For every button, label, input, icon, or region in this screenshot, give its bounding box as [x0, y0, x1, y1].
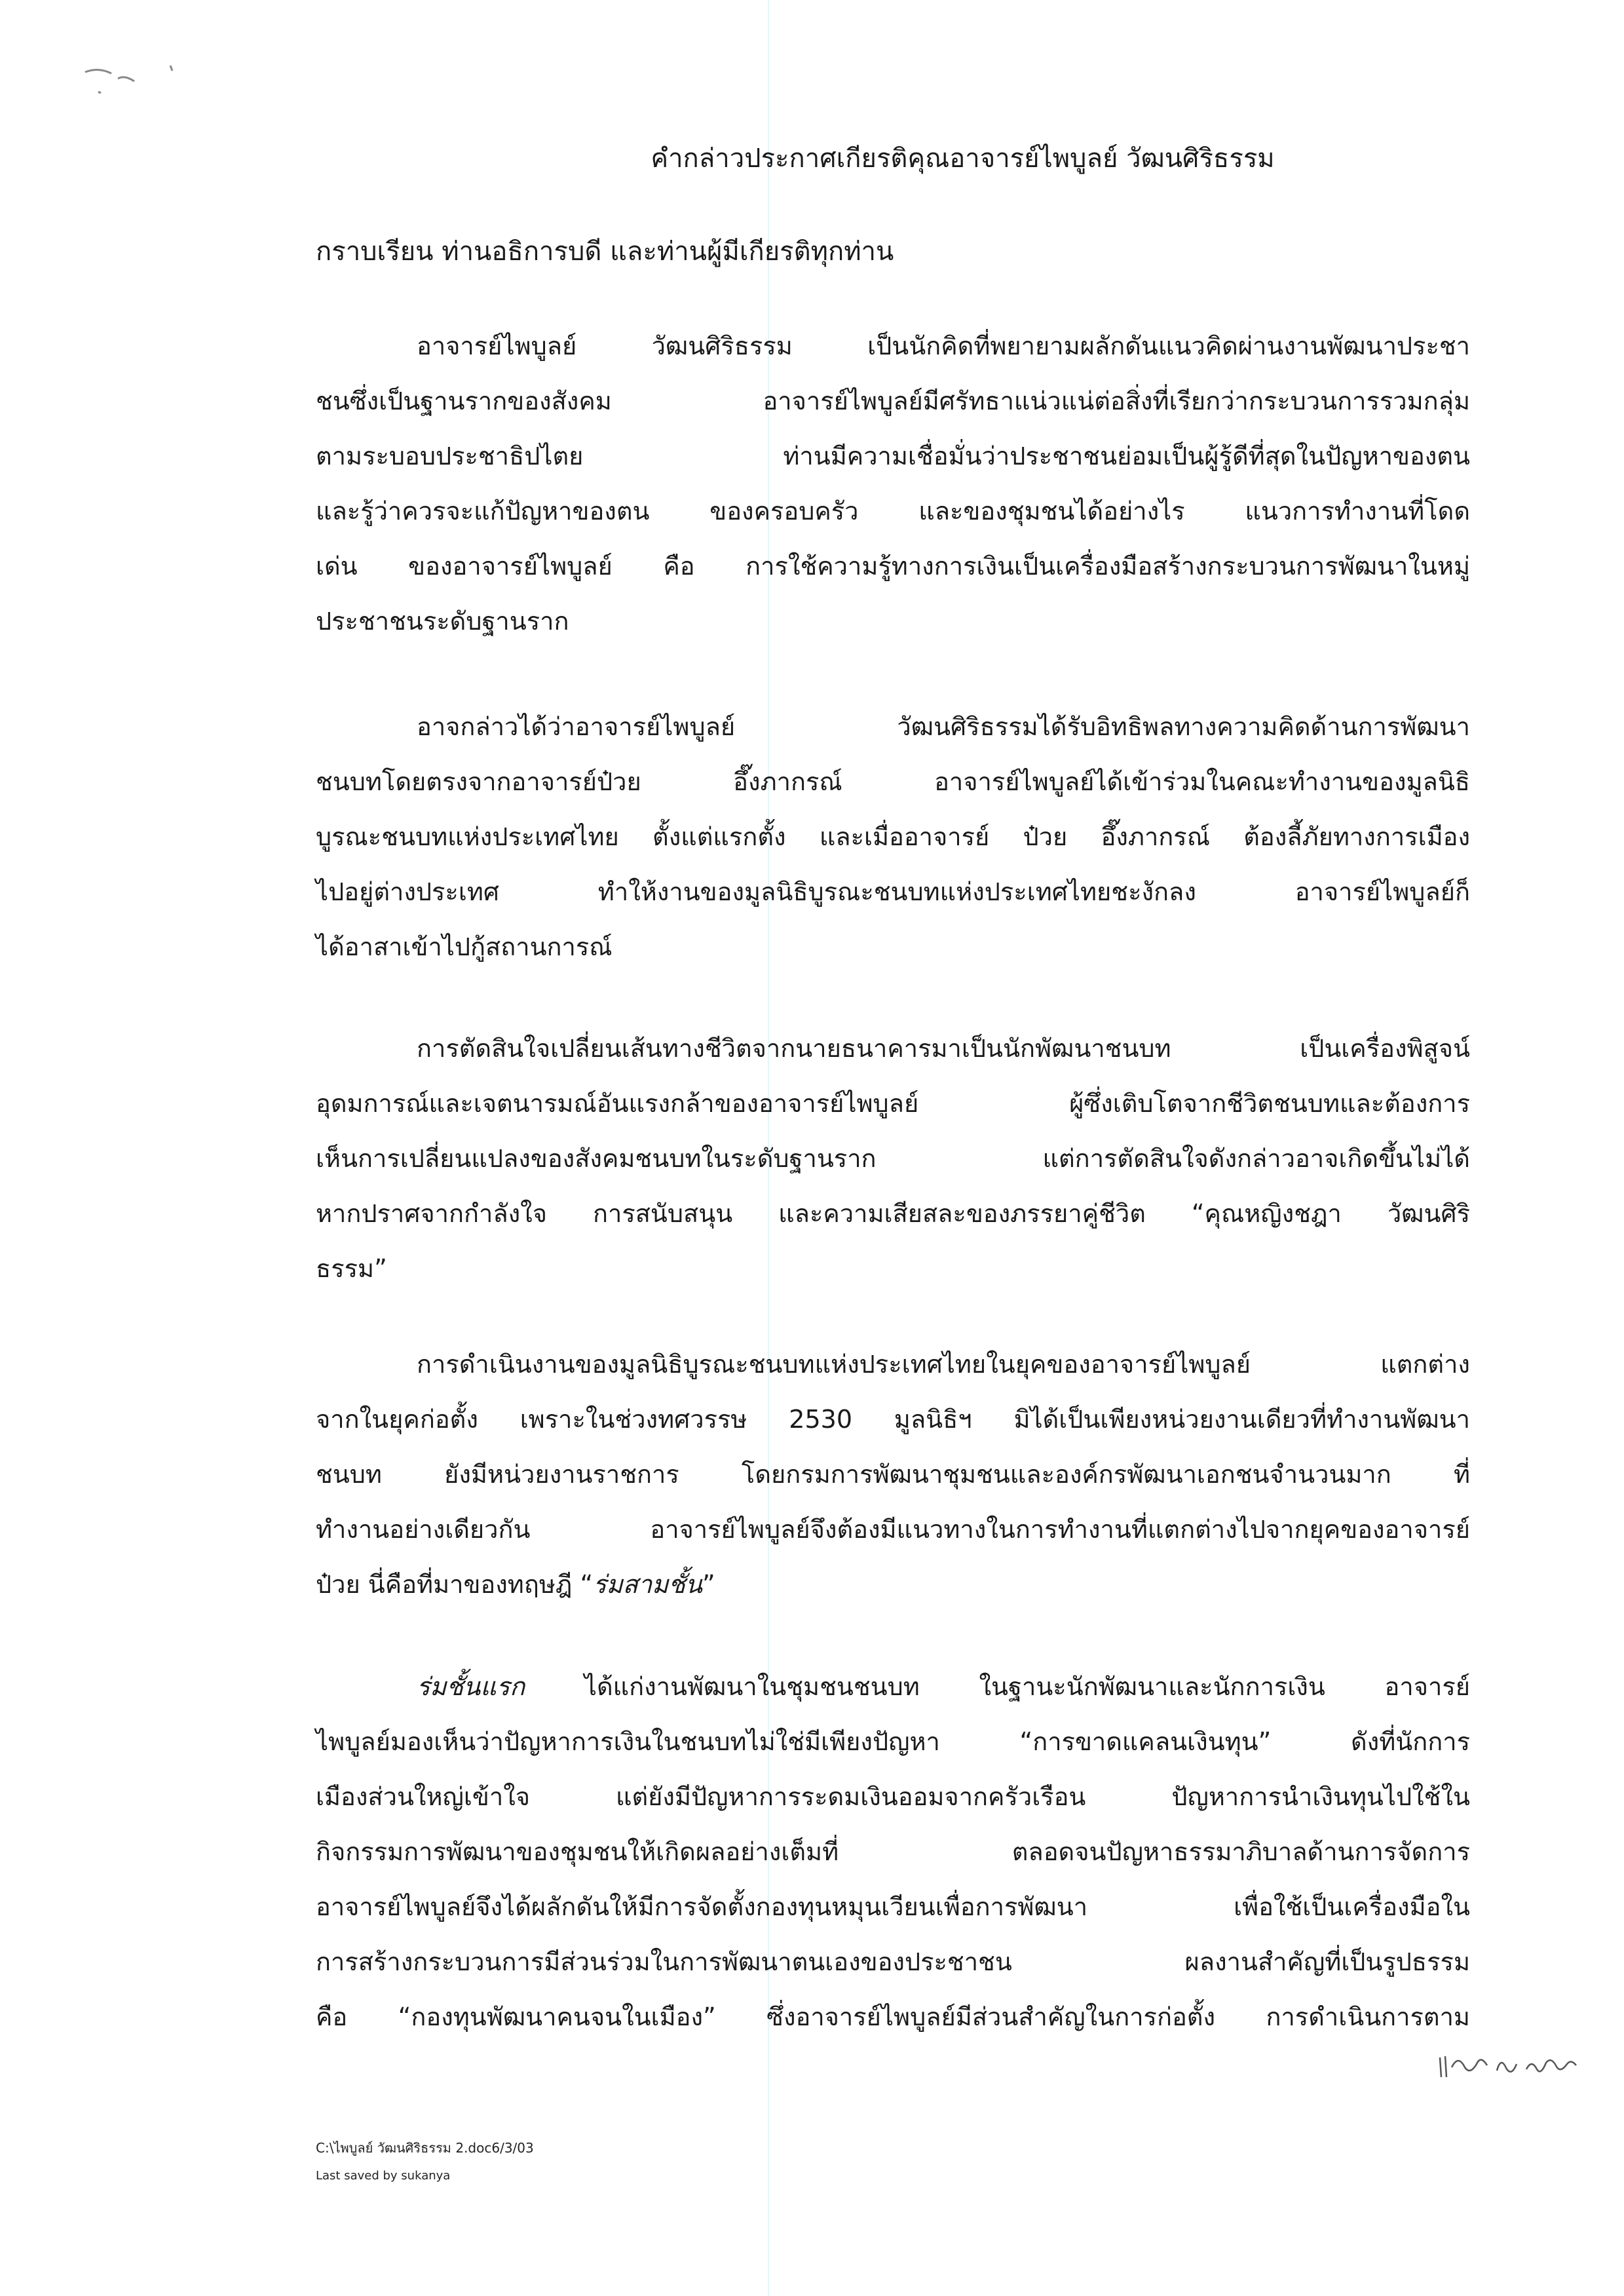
text-line: กิจกรรมการพัฒนาของชุมชนให้เกิดผลอย่างเต็มที่ ตลอดจนปัญหาธรรมาภิบาลด้านการจัดการ — [316, 1837, 1470, 1866]
page-title: คำกล่าวประกาศเกียรติคุณอาจารย์ไพบูลย์ วัฒนศิริธรรม — [651, 144, 1275, 174]
text-segment: ป๋วย นี่คือที่มาของทฤษฎี “ — [316, 1570, 594, 1599]
text-line: ไพบูลย์มองเห็นว่าปัญหาการเงินในชนบทไม่ใช่มีเพียงปัญหา “การขาดแคลนเงินทุน” ดังที่นักการ — [316, 1727, 1470, 1756]
italic-term: ร่มสามชั้น — [593, 1570, 703, 1599]
text-line: อาจกล่าวได้ว่าอาจารย์ไพบูลย์ วัฒนศิริธรรมได้รับอิทธิพลทางความคิดด้านการพัฒนา — [417, 712, 1470, 741]
text-line: การสร้างกระบวนการมีส่วนร่วมในการพัฒนาตนเองของประชาชน ผลงานสำคัญที่เป็นรูปธรรม — [316, 1947, 1470, 1976]
text-line: และรู้ว่าควรจะแก้ปัญหาของตน ของครอบครัว และของชุมชนได้อย่างไร แนวการทำงานที่โดด — [316, 497, 1470, 526]
text-line: เห็นการเปลี่ยนแปลงของสังคมชนบทในระดับฐานราก แต่การตัดสินใจดังกล่าวอาจเกิดขึ้นไม่ได้ — [316, 1144, 1470, 1173]
text-line: หากปราศจากกำลังใจ การสนับสนุน และความเสียสละของภรรยาคู่ชีวิต “คุณหญิงชฎา วัฒนศิริ — [316, 1199, 1470, 1228]
text-line: จากในยุคก่อตั้ง เพราะในช่วงทศวรรษ 2530 มูลนิธิฯ มิได้เป็นเพียงหน่วยงานเดียวที่ทำงานพัฒนา — [316, 1405, 1470, 1434]
handwritten-note-mark — [1435, 2044, 1598, 2084]
text-line: ชนซึ่งเป็นฐานรากของสังคม อาจารย์ไพบูลย์มีศรัทธาแน่วแน่ต่อสิ่งที่เรียกว่ากระบวนการรวมกลุ่ม — [316, 387, 1470, 415]
text-line: อาจารย์ไพบูลย์ วัฒนศิริธรรม เป็นนักคิดที่พยายามผลักดันแนวคิดผ่านงานพัฒนาประชา — [417, 332, 1470, 360]
text-line: เมืองส่วนใหญ่เข้าใจ แต่ยังมีปัญหาการระดมเงินออมจากครัวเรือน ปัญหาการนำเงินทุนไปใช้ใน — [316, 1782, 1470, 1811]
salutation: กราบเรียน ท่านอธิการบดี และท่านผู้มีเกียรติทุกท่าน — [316, 237, 894, 267]
italic-term: ร่มชั้นแรก — [417, 1672, 525, 1701]
footer-saved-by: Last saved by sukanya — [316, 2169, 451, 2183]
text-line: ชนบทโดยตรงจากอาจารย์ป๋วย อึ๊งภากรณ์ อาจารย์ไพบูลย์ได้เข้าร่วมในคณะทำงานของมูลนิธิ — [316, 767, 1470, 796]
paragraph-2 — [316, 699, 1470, 974]
text-line: ธรรม” — [316, 1254, 387, 1283]
paragraph-1 — [316, 318, 1470, 649]
paragraph-3 — [316, 1021, 1470, 1296]
text-line: คือ “กองทุนพัฒนาคนจนในเมือง” ซึ่งอาจารย์ไพบูลย์มีส่วนสำคัญในการก่อตั้ง การดำเนินการตาม — [316, 2002, 1470, 2031]
paragraph-5 — [316, 1659, 1470, 2044]
paragraph-4 — [316, 1337, 1470, 1612]
scan-smudge-mark — [79, 52, 197, 124]
text-line: ประชาชนระดับฐานราก — [316, 607, 569, 636]
footer-file-path: C:\ไพบูลย์ วัฒนศิริธรรม 2.doc6/3/03 — [316, 2140, 534, 2156]
text-line: ชนบท ยังมีหน่วยงานราชการ โดยกรมการพัฒนาชุมชนและองค์กรพัฒนาเอกชนจำนวนมาก ที่ — [316, 1460, 1470, 1489]
text-line: อาจารย์ไพบูลย์จึงได้ผลักดันให้มีการจัดตั้งกองทุนหมุนเวียนเพื่อการพัฒนา เพื่อใช้เป็นเครื่องมือใน — [316, 1892, 1470, 1921]
text-line: การดำเนินงานของมูลนิธิบูรณะชนบทแห่งประเทศไทยในยุคของอาจารย์ไพบูลย์ แตกต่าง — [417, 1350, 1470, 1379]
text-segment: ได้แก่งานพัฒนาในชุมชนชนบท ในฐานะนักพัฒนาและนักการเงิน อาจารย์ — [525, 1672, 1470, 1701]
text-segment: ” — [702, 1570, 715, 1599]
text-line: อุดมการณ์และเจตนารมณ์อันแรงกล้าของอาจารย์ไพบูลย์ ผู้ซึ่งเติบโตจากชีวิตชนบทและต้องการ — [316, 1089, 1470, 1118]
text-line: บูรณะชนบทแห่งประเทศไทย ตั้งแต่แรกตั้ง และเมื่ออาจารย์ ป๋วย อึ๊งภากรณ์ ต้องลี้ภัยทางการเมือง — [316, 822, 1470, 851]
text-line — [316, 1557, 1470, 1612]
text-line: การตัดสินใจเปลี่ยนเส้นทางชีวิตจากนายธนาคารมาเป็นนักพัฒนาชนบท เป็นเครื่องพิสูจน์ — [417, 1034, 1470, 1063]
text-line: ได้อาสาเข้าไปกู้สถานการณ์ — [316, 932, 613, 961]
text-line: ทำงานอย่างเดียวกัน อาจารย์ไพบูลย์จึงต้องมีแนวทางในการทำงานที่แตกต่างไปจากยุคของอาจารย์ — [316, 1515, 1470, 1544]
text-line — [316, 1659, 1470, 1714]
text-line: เด่น ของอาจารย์ไพบูลย์ คือ การใช้ความรู้ทางการเงินเป็นเครื่องมือสร้างกระบวนการพัฒนาในหมู่ — [316, 552, 1470, 581]
text-line: ไปอยู่ต่างประเทศ ทำให้งานของมูลนิธิบูรณะชนบทแห่งประเทศไทยชะงักลง อาจารย์ไพบูลย์ก็ — [316, 877, 1470, 906]
text-line: ตามระบอบประชาธิปไตย ท่านมีความเชื่อมั่นว่าประชาชนย่อมเป็นผู้รู้ดีที่สุดในปัญหาของตน — [316, 442, 1470, 470]
